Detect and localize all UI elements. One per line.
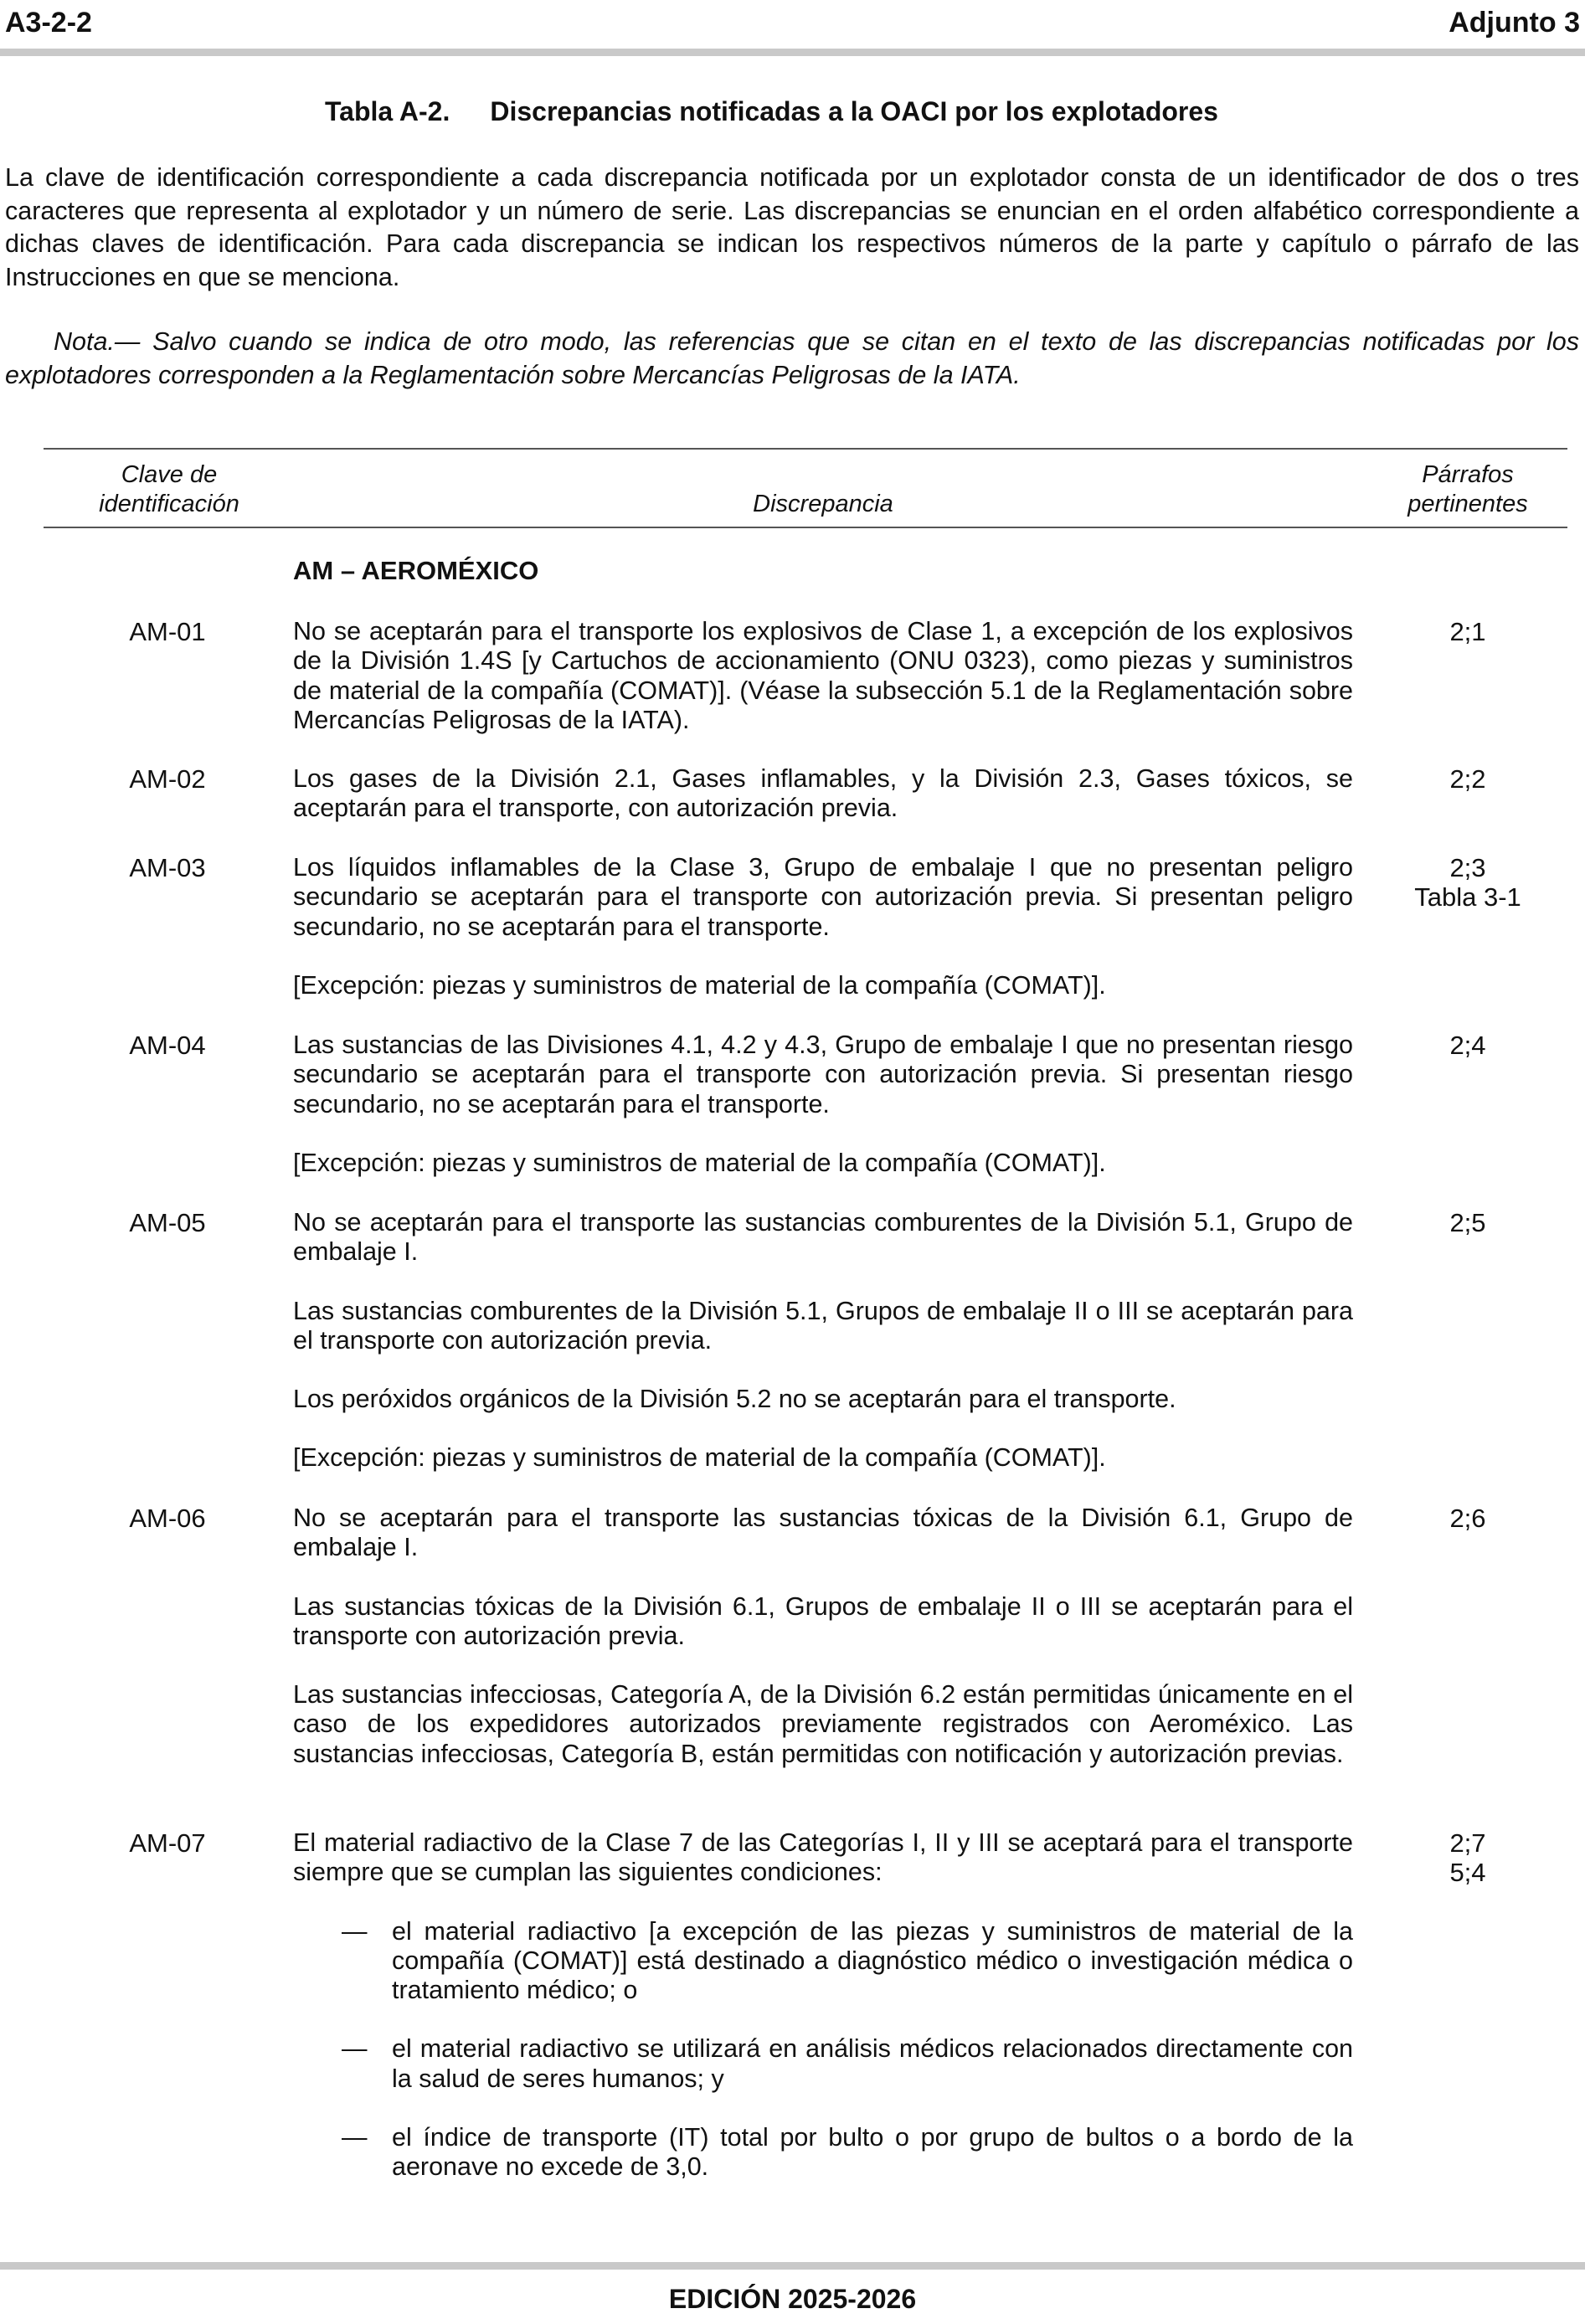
intro-paragraph: La clave de identificación correspondiente a cada discrepancia notificada por un explotador consta de un identificador de dos o tres caracteres que representa al explotador y un número de serie. Las discrepancias se enuncian en el orden alfabético correspondiente a dichas claves de identificación. Para cada discrepancia se indican los respectivos números de la parte y capítulo o párrafo de las Instrucciones en que se menciona. xyxy=(5,163,1579,291)
row-ref: 5;4 xyxy=(1449,1858,1486,1888)
table-top-rule xyxy=(44,448,1567,450)
row-paragraph: Las sustancias comburentes de la División 5.1, Grupos de embalaje II o III se aceptarán para el transporte con autorización previa. xyxy=(293,1296,1353,1355)
column-header-refs-line2: pertinentes xyxy=(1407,491,1528,517)
note-paragraph: Nota.— Salvo cuando se indica de otro modo, las referencias que se citan en el texto de las discrepancias notificadas por los explotadores corresponden a la Reglamentación sobre Mercancías Peligrosas de la IATA. xyxy=(5,327,1579,389)
row-ref: 2;2 xyxy=(1449,764,1486,794)
row-code: AM-02 xyxy=(129,764,206,794)
row-description xyxy=(293,617,1353,735)
row-description xyxy=(293,1828,1353,2183)
table-title xyxy=(325,96,1218,127)
row-code: AM-01 xyxy=(129,617,206,646)
column-header-key-line1: Clave de xyxy=(121,461,218,488)
page-header xyxy=(0,0,1585,49)
row-ref: 2;7 xyxy=(1449,1828,1486,1858)
table-header-rule xyxy=(44,527,1567,528)
row-description xyxy=(293,1504,1353,1769)
row-ref: 2;4 xyxy=(1449,1031,1486,1060)
row-code: AM-04 xyxy=(129,1031,206,1060)
bullet-text: el material radiactivo se utilizará en análisis médicos relacionados directamente con la salud de seres humanos; y xyxy=(392,2034,1353,2093)
column-header-refs-line1: Párrafos xyxy=(1422,461,1514,488)
row-paragraph: Los gases de la División 2.1, Gases inflamables, y la División 2.3, Gases tóxicos, se aceptarán para el transporte, con autorización previa. xyxy=(293,764,1353,823)
column-header-key xyxy=(52,460,286,519)
section-heading: AM – AEROMÉXICO xyxy=(293,556,539,585)
row-paragraph: Los líquidos inflamables de la Clase 3, Grupo de embalaje I que no presentan peligro secundario se aceptarán para el transporte con autorización previa. Si presentan peligro secundario, no se aceptarán para el transporte. xyxy=(293,853,1353,941)
row-ref: 2;5 xyxy=(1449,1208,1486,1237)
attachment-label: Adjunto 3 xyxy=(1449,7,1580,39)
bullet-item xyxy=(293,2123,1353,2183)
row-refs xyxy=(1382,853,1554,913)
row-refs xyxy=(1382,1504,1554,1533)
row-paragraph: [Excepción: piezas y suministros de material de la compañía (COMAT)]. xyxy=(293,970,1106,1000)
row-paragraph: No se aceptarán para el transporte las sustancias tóxicas de la División 6.1, Grupo de embalaje I. xyxy=(293,1504,1353,1562)
row-ref: 2;1 xyxy=(1449,617,1486,646)
bullet-text: el índice de transporte (IT) total por bulto o por grupo de bultos o a bordo de la aeronave no excede de 3,0. xyxy=(392,2123,1353,2182)
row-description xyxy=(293,1031,1353,1178)
bullet-item xyxy=(293,1917,1353,2006)
row-code: AM-03 xyxy=(129,853,206,882)
row-ref: Tabla 3-1 xyxy=(1414,882,1521,913)
row-refs xyxy=(1382,764,1554,794)
row-description xyxy=(293,764,1353,824)
row-paragraph: Las sustancias infecciosas, Categoría A, de la División 6.2 están permitidas únicamente en el caso de los expedidores autorizados previamente registrados con Aeroméxico. Las sustancias infecciosas, Categoría B, están permitidas con notificación y autorización previas. xyxy=(293,1680,1353,1768)
row-description xyxy=(293,1208,1353,1473)
row-code: AM-06 xyxy=(129,1504,206,1533)
bullet-item xyxy=(293,2034,1353,2094)
row-refs xyxy=(1382,617,1554,646)
bullet-dash: — xyxy=(342,2123,368,2152)
page-number: A3-2-2 xyxy=(5,7,92,39)
row-paragraph: [Excepción: piezas y suministros de material de la compañía (COMAT)]. xyxy=(293,1148,1106,1177)
edition-footer: EDICIÓN 2025-2026 xyxy=(668,2284,917,2314)
footer-rule xyxy=(0,2262,1585,2270)
row-paragraph: Las sustancias de las Divisiones 4.1, 4.2 y 4.3, Grupo de embalaje I que no presentan riesgo secundario se aceptarán para el transporte con autorización previa. Si presentan riesgo secundario, no se aceptarán para el transporte. xyxy=(293,1031,1353,1118)
row-paragraph: Los peróxidos orgánicos de la División 5.2 no se aceptarán para el transporte. xyxy=(293,1385,1176,1414)
header-rule xyxy=(0,49,1585,56)
row-ref: 2;6 xyxy=(1449,1504,1486,1533)
bullet-dash: — xyxy=(342,1916,368,1946)
row-paragraph: Las sustancias tóxicas de la División 6.1, Grupos de embalaje II o III se aceptarán para el transporte con autorización previa. xyxy=(293,1591,1353,1650)
column-header-refs xyxy=(1382,460,1554,519)
row-paragraph: No se aceptarán para el transporte las sustancias comburentes de la División 5.1, Grupo de embalaje I. xyxy=(293,1208,1353,1267)
row-code: AM-07 xyxy=(129,1828,206,1858)
row-refs xyxy=(1382,1031,1554,1060)
row-code: AM-05 xyxy=(129,1208,206,1237)
row-ref: 2;3 xyxy=(1449,853,1486,882)
table-title-text: Discrepancias notificadas a la OACI por los explotadores xyxy=(490,96,1218,126)
row-description xyxy=(293,853,1353,1000)
table-number: Tabla A-2. xyxy=(325,96,450,126)
row-paragraph: El material radiactivo de la Clase 7 de las Categorías I, II y III se aceptará para el transporte siempre que se cumplan las siguientes condiciones: xyxy=(293,1828,1353,1887)
row-refs xyxy=(1382,1208,1554,1237)
row-refs xyxy=(1382,1828,1554,1888)
column-header-key-line2: identificación xyxy=(99,491,239,517)
bullet-dash: — xyxy=(342,2034,368,2064)
column-header-discrepancy: Discrepancia xyxy=(753,491,893,517)
row-paragraph: [Excepción: piezas y suministros de material de la compañía (COMAT)]. xyxy=(293,1443,1106,1473)
row-paragraph: No se aceptarán para el transporte los explosivos de Clase 1, a excepción de los explosivos de la División 1.4S [y Cartuchos de accionamiento (ONU 0323), como piezas y suministros de material de la compañía (COMAT)]. (Véase la subsección 5.1 de la Reglamentación sobre Mercancías Peligrosas de la IATA). xyxy=(293,617,1353,734)
bullet-text: el material radiactivo [a excepción de las piezas y suministros de material de la compañía (COMAT)] está destinado a diagnóstico médico o investigación médica o tratamiento médico; o xyxy=(392,1916,1353,2005)
